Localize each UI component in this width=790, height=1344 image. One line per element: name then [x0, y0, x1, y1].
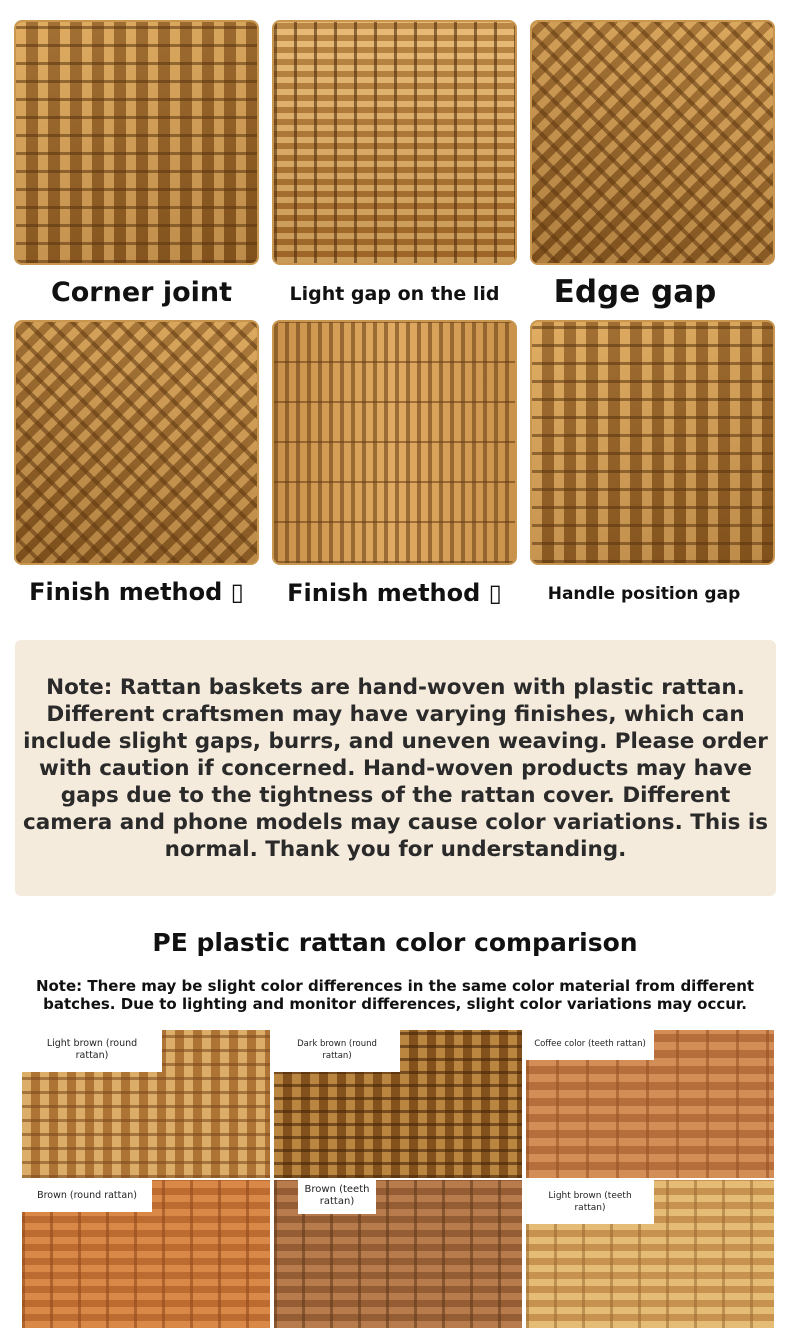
corner-joint-photo: [14, 20, 259, 265]
swatch-dark-brown-round: [274, 1030, 522, 1178]
swatch-brown-round: [22, 1180, 270, 1328]
caption-corner-joint: Corner joint: [50, 277, 233, 308]
lid-gap-photo: [272, 20, 517, 265]
disclaimer-text: Note: Rattan baskets are hand-woven with plastic rattan. Different craftsmen may have varying finishes, which can include slight gaps, burrs, and uneven weaving. Please order with caution if concerned. Hand-woven products may have gaps due to the tightness of the rattan cover. Different camera and phone models may cause color variations. This is normal. Thank you for understanding.: [22, 674, 769, 862]
swatch-brown-teeth: [274, 1180, 522, 1328]
finish-method-1-photo: [14, 320, 259, 565]
swatch-label: Coffee color (teeth rattan): [526, 1030, 654, 1060]
color-comparison-title: PE plastic rattan color comparison: [152, 928, 638, 957]
swatch-light-brown-teeth: [526, 1180, 774, 1328]
edge-gap-photo: [530, 20, 775, 265]
caption-handle-gap: Handle position gap: [547, 584, 741, 604]
handle-gap-photo: [530, 320, 775, 565]
swatch-light-brown-round: [22, 1030, 270, 1178]
caption-lid-gap: Light gap on the lid: [289, 283, 500, 305]
color-variation-note: Note: There may be slight color differences in the same color material from different batches. Due to lighting and monitor differences, slight color variations may occur.: [35, 977, 755, 1013]
swatch-label: Brown (teeth rattan): [298, 1180, 376, 1214]
swatch-label: Brown (round rattan): [22, 1180, 152, 1212]
finish-method-2-photo: [272, 320, 517, 565]
disclaimer-note: [15, 640, 776, 896]
swatch-coffee-teeth: [526, 1030, 774, 1178]
swatch-label: Light brown (round rattan): [22, 1030, 162, 1072]
caption-finish-method-1: Finish method ▯: [29, 578, 244, 606]
caption-finish-method-2: Finish method ▯: [287, 579, 502, 607]
caption-edge-gap: Edge gap: [553, 274, 717, 310]
swatch-label: Dark brown (round rattan): [274, 1030, 400, 1072]
swatch-label: Light brown (teeth rattan): [526, 1180, 654, 1224]
